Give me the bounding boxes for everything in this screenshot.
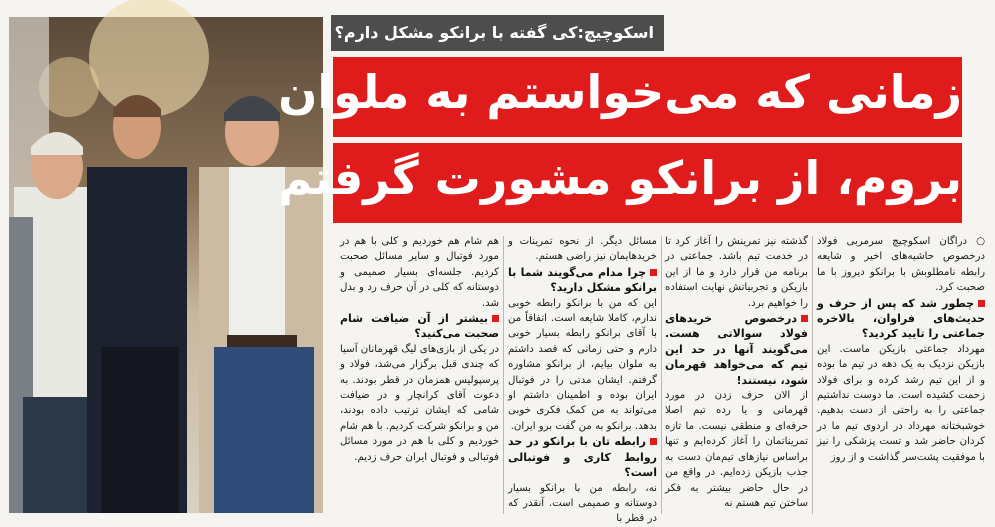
article-column-4 xyxy=(340,234,499,516)
body-paragraph: این که من با برانکو رابطه خوبی ندارم، کاملا شایعه است. اتفاقاً من با آقای برانکو رابطه بسیار خوبی دارم و حتی زمانی که قصد داشتم به ملوان بیایم، از برانکو مشاوره گرفتم. ایشان مدتی را در فوتبال ایران بوده و اطمینان داشتم او می‌تواند به من کمک فکری خوبی بدهد. برانکو به من گفت برو ایران. xyxy=(508,297,657,432)
article-column-1 xyxy=(817,234,985,516)
column-divider xyxy=(812,236,813,514)
question-marker-icon xyxy=(650,438,657,445)
body-paragraph: ○ دراگان اسکوچیچ سرمربی فولاد درخصوص حاشیه‌های اخیر و شایعه رابطه نامطلوبش با برانکو دیروز با ما صحبت کرد. xyxy=(817,236,985,294)
question-text: درخصوص خریدهای فولاد سوالاتی هست. می‌گویند آنها در حد این تیم که می‌خواهد قهرمان شود، نیستند! xyxy=(665,312,808,387)
question-marker-icon xyxy=(650,269,657,276)
interview-question xyxy=(665,311,808,388)
headline-line-1: زمانی که می‌خواستم به ملوان xyxy=(333,57,962,137)
column-divider xyxy=(503,236,504,514)
article-column-3 xyxy=(508,234,657,525)
article-photo xyxy=(9,17,323,513)
question-marker-icon xyxy=(492,315,499,322)
question-text: بیشتر از آن ضیافت شام صحبت می‌کنید؟ xyxy=(340,312,499,341)
kicker-text: اسکوچیچ:کی گفته با برانکو مشکل دارم؟ xyxy=(334,23,654,42)
kicker-bar xyxy=(331,15,664,51)
interview-question xyxy=(508,265,657,296)
body-paragraph: گذشته نیز تمرینش را آغاز کرد تا در خدمت تیم باشد. جماعتی در برنامه من قرار دارد و ما از این بازیکن و تجربیاتش نهایت استفاده را خواهیم برد. xyxy=(665,236,808,309)
question-text: رابطه تان با برانکو در حد روابط کاری و فوتبالی است؟ xyxy=(508,435,657,480)
body-paragraph: نه، رابطه من با برانکو بسیار دوستانه و صمیمی است. آنقدر که در قطر با xyxy=(508,482,657,525)
article-column-2 xyxy=(665,234,808,516)
body-paragraph: مهرداد جماعتی بازیکن ماست. این بازیکن نزدیک به یک دهه در تیم ما بوده و از این تیم رشد کرده و برای فولاد زحمت کشیده است. ما دوست نداشتیم جماعتی را به راحتی از دست بدهیم. خوشبختانه مهرداد در اردوی تیم ما در کردان حاضر شد و تست پزشکی را نیز با موفقیت پشت‌سر گذاشت و از روز xyxy=(817,343,985,463)
body-paragraph: از الان حرف زدن در مورد قهرمانی و یا رده تیم اصلا حرفه‌ای و منطقی نیست. ما تازه تمریناتمان را آغاز کرده‌ایم و تنها براساس نیازهای تیم‌مان دست به جذب بازیکن زده‌ایم. در واقع من در حال حاضر بیشتر به فکر ساختن تیم هستم نه xyxy=(665,390,808,509)
question-text: چطور شد که پس از حرف و حدیث‌های فراوان، بالاخره جماعتی را تایید کردید؟ xyxy=(817,296,985,341)
question-text: چرا مدام می‌گویند شما با برانکو مشکل دارید؟ xyxy=(508,265,657,295)
body-paragraph: در یکی از بازی‌های لیگ قهرمانان آسیا که چندی قبل برگزار می‌شد، فولاد و پرسپولیس همزمان در قطر بودند. به دعوت آقای کرانچار و در ضیافت شامی که ایشان ترتیب داده بودند، من و برانکو شرکت کردیم. با هم شام خوردیم و کلی با هم در مورد مسائل فوتبالی و فوتبال ایران حرف زدیم. xyxy=(340,343,499,463)
question-marker-icon xyxy=(801,315,808,322)
interview-question xyxy=(817,296,985,342)
body-paragraph: هم شام هم خوردیم و کلی با هم در مورد فوتبال و سایر مسائل صحبت کردیم. جلسه‌ای بسیار صمیمی و دوستانه که کلی در آن حرف رد و بدل شد. xyxy=(340,236,499,309)
headline-line-2: بروم، از برانکو مشورت گرفتم xyxy=(333,143,962,223)
interview-question xyxy=(508,434,657,480)
body-paragraph: مسائل دیگر. از نحوه تمرینات و خریدهایمان نیز راضی هستم. xyxy=(508,236,657,263)
column-divider xyxy=(661,236,662,514)
interview-question xyxy=(340,311,499,342)
question-marker-icon xyxy=(978,300,985,307)
